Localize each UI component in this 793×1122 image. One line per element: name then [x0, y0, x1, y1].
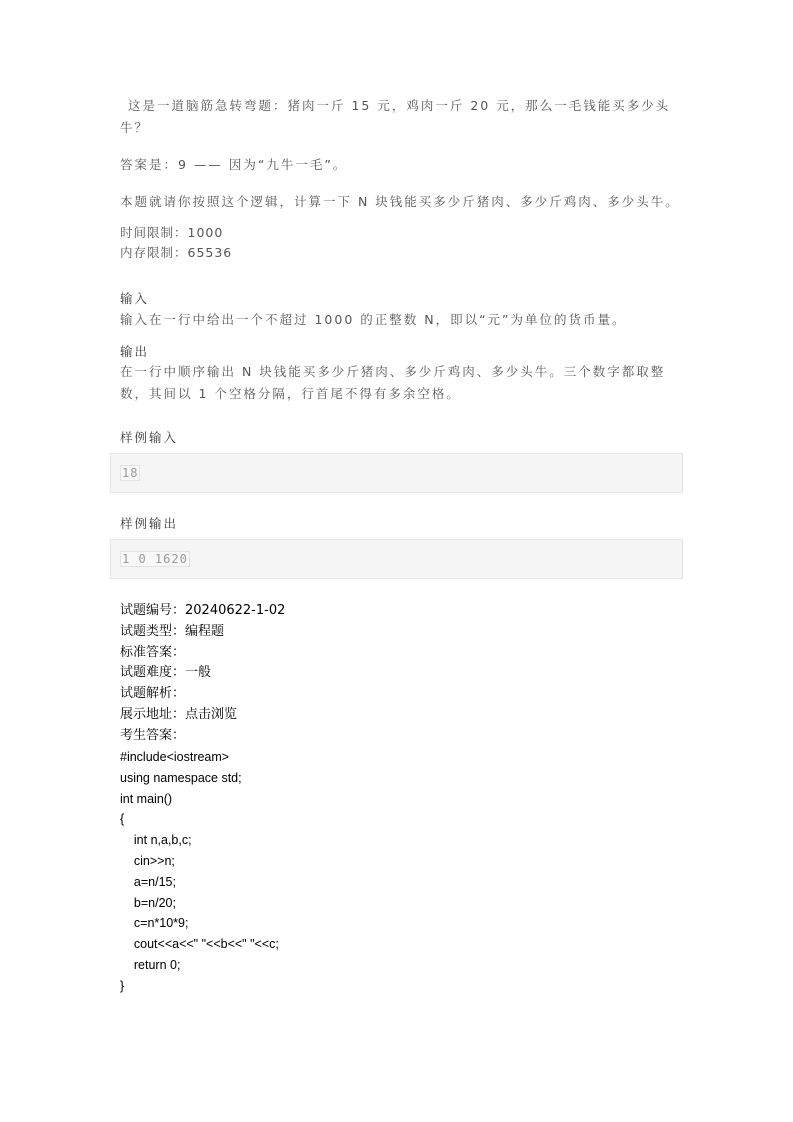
- code-line: using namespace std;: [120, 770, 242, 785]
- problem-intro: 这是一道脑筋急转弯题：猪肉一斤 15 元，鸡肉一斤 20 元，那么一毛钱能买多少头牛？: [120, 98, 671, 135]
- output-description: 在一行中顺序输出 N 块钱能买多少斤猪肉、多少斤鸡肉、多少头牛。三个数字都取整数，其间以 1 个空格分隔，行首尾不得有多余空格。: [120, 364, 666, 401]
- question-difficulty: 试题难度：一般: [120, 665, 212, 681]
- code-line: }: [120, 978, 125, 993]
- question-type: 试题类型：编程题: [120, 623, 225, 639]
- student-code: [120, 747, 279, 997]
- code-line: {: [120, 812, 125, 827]
- code-line: c=n*10*9;: [120, 916, 189, 931]
- question-analysis: 试题解析：: [120, 686, 186, 702]
- code-line: a=n/15;: [120, 874, 176, 889]
- code-line: #include<iostream>: [120, 750, 230, 764]
- code-line: int n,a,b,c;: [120, 833, 192, 848]
- sample-output-value: 1 0 1620: [122, 552, 188, 566]
- code-line: return 0;: [120, 957, 181, 972]
- sample-input-heading: 样例输入: [120, 430, 179, 445]
- sample-input-value: 18: [122, 466, 139, 480]
- input-description: 输入在一行中给出一个不超过 1000 的正整数 N，即以“元”为单位的货币量。: [120, 312, 627, 327]
- sample-input-box: [110, 453, 683, 493]
- sample-output-box: [110, 539, 683, 579]
- problem-answer: 答案是：9 —— 因为“九牛一毛”。: [120, 157, 348, 172]
- display-link[interactable]: 展示地址：点击浏览: [120, 706, 238, 722]
- code-line: int main(): [120, 791, 173, 806]
- standard-answer: 标准答案：: [120, 644, 186, 660]
- input-heading: 输入: [120, 291, 150, 306]
- time-limit: 时间限制：1000: [120, 225, 224, 240]
- code-line: cout<<a<<" "<<b<<" "<<c;: [120, 937, 279, 952]
- code-line: cin>>n;: [120, 853, 175, 868]
- limits: [120, 223, 232, 263]
- sample-output-heading: 样例输出: [120, 516, 179, 531]
- code-line: b=n/20;: [120, 895, 176, 910]
- student-answer-label: 考生答案：: [120, 727, 186, 743]
- question-id: 试题编号：20240622-1-02: [120, 603, 286, 618]
- problem-task: 本题就请你按照这个逻辑，计算一下 N 块钱能买多少斤猪肉、多少斤鸡肉、多少头牛。: [120, 194, 680, 209]
- question-meta: [120, 601, 285, 747]
- memory-limit: 内存限制：65536: [120, 245, 233, 260]
- output-heading: 输出: [120, 344, 150, 359]
